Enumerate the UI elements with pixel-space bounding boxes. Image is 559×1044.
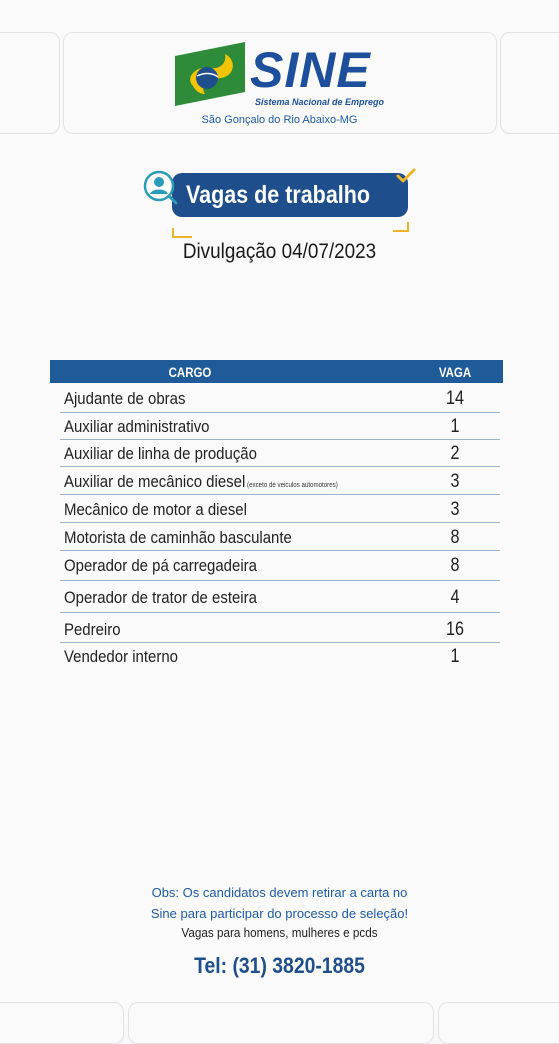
bottom-left-card-edge [0, 1002, 124, 1044]
cargo-cell [64, 647, 178, 667]
cargo-name: Ajudante de obras [64, 389, 186, 408]
row-divider [60, 412, 500, 413]
banner-title: Vagas de trabalho [186, 181, 371, 209]
publication-date: Divulgação 04/07/2023 [182, 240, 377, 263]
cargo-cell [64, 444, 257, 464]
cargo-name: Auxiliar de linha de produção [64, 444, 257, 463]
cargo-name: Auxiliar administrativo [64, 417, 210, 436]
vaga-cell: 8 [450, 555, 460, 576]
search-person-icon [143, 170, 179, 206]
table-row [50, 387, 503, 413]
decor-corner-left [172, 228, 192, 238]
decor-corner-right [393, 222, 409, 232]
logo-name: SINE [250, 42, 371, 98]
cargo-cell [64, 417, 210, 437]
observation-line-2: Sine para participar do processo de seleção! [150, 906, 409, 921]
cargo-cell [64, 500, 247, 520]
cargo-name: Operador de trator de esteira [64, 588, 257, 607]
table-row [50, 586, 503, 612]
column-header-vaga: VAGA [438, 364, 472, 380]
vaga-cell: 3 [450, 471, 460, 492]
table-row [50, 645, 503, 671]
vaga-cell: 2 [450, 443, 460, 464]
table-header [50, 360, 503, 383]
column-header-cargo: CARGO [168, 364, 212, 380]
row-divider [60, 550, 500, 551]
cargo-name: Pedreiro [64, 620, 121, 639]
vaga-cell: 8 [450, 527, 460, 548]
table-row [50, 498, 503, 524]
check-icon [396, 168, 416, 184]
cargo-cell [64, 528, 292, 548]
table-row [50, 415, 503, 441]
cargo-name: Vendedor interno [64, 647, 178, 666]
cargo-name: Mecânico de motor a diesel [64, 500, 247, 519]
bottom-center-card-edge [128, 1002, 434, 1044]
cargo-name: Motorista de caminhão basculante [64, 528, 292, 547]
row-divider [60, 642, 500, 643]
observation-note [0, 882, 559, 924]
observation-line-1: Obs: Os candidatos devem retirar a carta no [151, 885, 408, 900]
cargo-cell [64, 389, 185, 409]
row-divider [60, 439, 500, 440]
row-divider [60, 580, 500, 581]
cargo-note: (exceto de veiculos automotores) [247, 482, 338, 489]
city-label: São Gonçalo do Rio Abaixo-MG [201, 114, 358, 126]
cargo-cell [64, 620, 121, 640]
row-divider [60, 522, 500, 523]
cargo-cell [64, 588, 257, 608]
bottom-right-card-edge [438, 1002, 559, 1044]
logo-subtitle: Sistema Nacional de Emprego [255, 97, 385, 107]
table-row [50, 554, 503, 580]
vaga-cell: 16 [446, 619, 464, 640]
cargo-name: Operador de pá carregadeira [64, 556, 257, 575]
cargo-name: Auxiliar de mecânico diesel [64, 472, 246, 491]
row-divider [60, 494, 500, 495]
cargo-cell [64, 472, 338, 492]
phone-number[interactable]: Tel: (31) 3820-1885 [194, 953, 365, 978]
vaga-cell: 14 [446, 388, 464, 409]
table-row [50, 618, 503, 644]
jobs-table [50, 360, 503, 667]
cargo-cell [64, 556, 257, 576]
vaga-cell: 4 [450, 587, 460, 608]
table-row [50, 442, 503, 468]
eligibility-note: Vagas para homens, mulheres e pcds [181, 925, 378, 940]
vaga-cell: 3 [450, 499, 460, 520]
vaga-cell: 1 [450, 646, 460, 667]
vaga-cell: 1 [450, 416, 460, 437]
sine-logo-icon [175, 42, 245, 106]
table-row [50, 526, 503, 552]
row-divider [60, 466, 500, 467]
table-row [50, 470, 503, 496]
row-divider [60, 612, 500, 613]
